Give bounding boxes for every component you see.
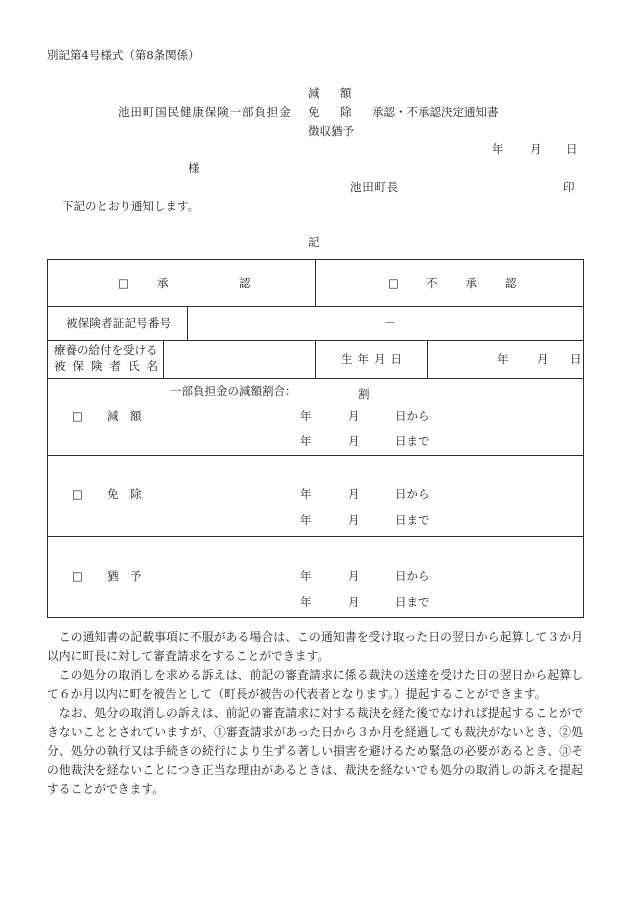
form-table xyxy=(47,259,584,618)
exemption-label: 免除 xyxy=(107,487,153,501)
exemption-to-day: 日まで xyxy=(395,513,430,527)
deferral-section xyxy=(47,536,584,618)
title-prefix: 池田町国民健康保険一部負担金 xyxy=(118,105,292,119)
reduction-to-month: 月 xyxy=(348,434,360,448)
note-exception-paragraph: なお、処分の取消しの訴えは、前記の審査請求に対する裁決を経た後でなければ提起することができないこととされていますが、①審査請求があった日から３か月を経過しても裁決がないとき、②処分、処分の執行又は手続きの続行により生ずる著しい損害を避けるため緊急の必要があるとき、③その他裁決を経ないことにつき正当な理由があるときは、裁決を経ないでも処分の取消しの訴えを提起することができます。 xyxy=(47,706,583,796)
deferral-from-month: 月 xyxy=(348,569,360,583)
reduction-to-day: 日まで xyxy=(395,434,430,448)
reject-checkbox[interactable]: □ xyxy=(388,276,399,290)
approve-label: 承認 xyxy=(157,276,321,290)
reduction-label: 減額 xyxy=(107,409,153,423)
deferral-to-year: 年 xyxy=(300,595,312,609)
issue-date-year: 年 xyxy=(492,142,504,156)
dob-label: 生年月日 xyxy=(341,352,407,366)
exemption-section xyxy=(47,455,584,537)
approve-checkbox[interactable]: □ xyxy=(118,276,129,290)
reduction-from-month: 月 xyxy=(348,409,360,423)
patient-label-line2: 被保険者氏名 xyxy=(54,359,165,373)
patient-label-line1: 療養の給付を受ける xyxy=(54,343,158,357)
deferral-from-year: 年 xyxy=(300,569,312,583)
patient-label-cell xyxy=(47,340,164,379)
exemption-from-year: 年 xyxy=(300,487,312,501)
issue-date-day: 日 xyxy=(566,142,578,156)
deferral-to-month: 月 xyxy=(348,595,360,609)
exemption-to-month: 月 xyxy=(348,513,360,527)
insured-card-value-cell xyxy=(187,306,584,341)
dob-value-cell xyxy=(427,340,584,379)
form-reference-label: 別記第4号様式（第8条関係） xyxy=(47,48,200,62)
exemption-from-day: 日から xyxy=(395,487,430,501)
dob-day: 日 xyxy=(570,352,582,366)
addressee-suffix: 様 xyxy=(188,161,200,175)
reduction-rate-unit: 割 xyxy=(358,387,370,401)
patient-name-cell xyxy=(163,340,316,379)
title-option-reduction: 減額 xyxy=(308,86,372,100)
note-appeal-paragraph: この通知書の記載事項に不服がある場合は、この通知書を受け取った日の翌日から起算して３か月以内に町長に対して審査請求をすることができます。 xyxy=(47,630,583,663)
decision-approve-cell xyxy=(47,259,321,307)
exemption-checkbox[interactable]: □ xyxy=(72,487,83,501)
title-suffix: 承認・不承認決定通知書 xyxy=(372,105,499,119)
insured-card-label: 被保険者証記号番号 xyxy=(66,316,172,330)
seal-mark: 印 xyxy=(563,180,575,194)
deferral-checkbox[interactable]: □ xyxy=(72,569,83,583)
intro-text: 下記のとおり通知します。 xyxy=(62,199,200,213)
reduction-to-year: 年 xyxy=(300,434,312,448)
reduction-from-day: 日から xyxy=(395,409,430,423)
exemption-to-year: 年 xyxy=(300,513,312,527)
dob-label-cell xyxy=(315,340,428,379)
deferral-to-day: 日まで xyxy=(395,595,430,609)
exemption-from-month: 月 xyxy=(348,487,360,501)
title-option-exemption: 免除 xyxy=(308,105,372,119)
dob-year: 年 xyxy=(497,352,509,366)
insured-card-value: － xyxy=(384,316,396,330)
title-option-deferral: 徴収猶予 xyxy=(308,124,354,138)
ki-heading: 記 xyxy=(308,235,320,249)
dob-month: 月 xyxy=(537,352,549,366)
reduction-section xyxy=(47,378,584,456)
reduction-rate-label: 一部負担金の減額割合： xyxy=(170,384,297,398)
notes-section xyxy=(47,628,583,799)
issue-date-month: 月 xyxy=(530,142,542,156)
issuer-name: 池田町長 xyxy=(350,180,399,194)
deferral-from-day: 日から xyxy=(395,569,430,583)
reduction-from-year: 年 xyxy=(300,409,312,423)
deferral-label: 猶予 xyxy=(107,569,153,583)
insured-card-label-cell xyxy=(47,306,188,341)
reject-label: 不承認 xyxy=(426,276,545,290)
note-lawsuit-paragraph: この処分の取消しを求める訴えは、前記の審査請求に係る裁決の送達を受けた日の翌日から起算して６か月以内に町を被告として（町長が被告の代表者となります。）提起することができます。 xyxy=(47,668,583,701)
reduction-checkbox[interactable]: □ xyxy=(72,409,83,423)
decision-reject-cell xyxy=(315,259,584,307)
